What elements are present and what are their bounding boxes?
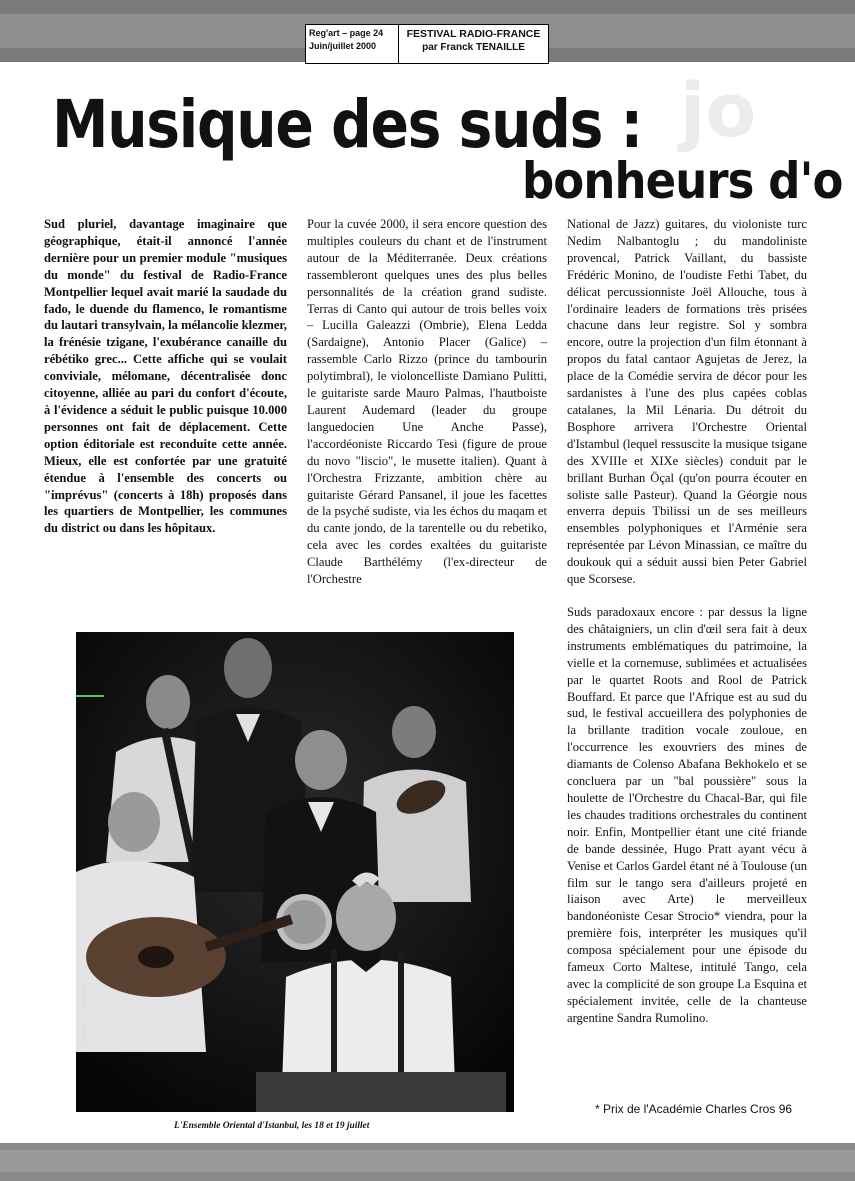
column-3-top	[567, 216, 807, 588]
lead-paragraph	[44, 216, 287, 537]
masthead-date: Juin/juillet 2000	[309, 41, 377, 51]
photo-caption: L'Ensemble Oriental d'Istanbul, les 18 et 19 juillet	[174, 1121, 370, 1131]
ensemble-photo-illustration	[76, 632, 514, 1112]
footnote: * Prix de l'Académie Charles Cros 96	[595, 1102, 793, 1116]
bottom-gray-stripe	[0, 1150, 855, 1172]
svg-text:jo: jo	[680, 68, 757, 154]
headline-line-2: bonheurs d'o	[522, 152, 843, 210]
masthead-byline: par Franck TENAILLE	[422, 42, 525, 53]
column-2	[307, 216, 547, 588]
masthead-section	[399, 25, 548, 63]
masthead-box	[305, 24, 549, 64]
masthead-page: Reg'art – page 24	[309, 28, 384, 38]
column-3-text: National de Jazz) guitares, du violoniste turc Nedim Nalbantoglu ; du mandoliniste provencal, Patrick Vaillant, du bassiste Frédéric Monino, de l'oudiste Fethi Tabet, du délicat percussionniste Joël Allouche, tous à l'ordinaire leaders de formations très prisées chacune dans leur registre. Sol y sombra encore, outre la projection d'un film étonnant à propos du fatal cantaor Agujetas de Jerez, la place de la Comédie servira de décor pour les sardanistes à l'une des plus capées coblas catalanes, la Mil Lénaria. Du détroit du Bosphore arrivera l'Orchestre Oriental d'Istambul (lequel ressuscite la musique tsigane des XVIIIe et XIXe siècles) conduit par le brillant Burhan Öçal (qu'on pourra écouter en soliste salle Pasteur). Quand la Géorgie nous enverra depuis Tbilissi un de ses meilleurs ensembles polyphoniques et l'Arménie sera représentée par Lévon Minassian, ce maître du doukouk qui a séduit aussi bien Peter Gabriel que Scorsese.	[567, 217, 807, 587]
margin-mark	[76, 695, 104, 697]
column-3b-text: Suds paradoxaux encore : par dessus la ligne des châtaigniers, un clin d'œil sera fait à deux instruments emblématiques du patrimoine, la vielle et la cornemuse, sublimées et actualisées par le quartet Roots and Rool de Patrick Bouffard. Et parce que l'Afrique est au sud du sud, le festival accueillera des polyphonies de la brillante tradition vocale zouloue, en l'occurrence les exouvriers des mines de diamants de Colenso Abafana Bekhokelo et se concluera par un "bal poussière" sous la houlette de l'Orchestre du Chacal-Bar, qui file les chaudes traditions orchestrales du continent noir. Enfin, Montpellier étant une cité friande de bande dessinée, Hugo Pratt ayant vécu à Venise et Carlos Gardel étant né à Toulouse (un film sur le tango sera d'ailleurs projeté en liaison avec Arte) le merveilleux bandonéoniste Cesar Strocio* viendra, pour la première fois, interpréter les musiques qu'il composa spécialement pour une épisode du fameux Corto Maltese, intitulé Tango, cela avec la complicité de son groupe La Esquina et spécialement invitée, celle de la chanteuse argentine Sandra Rumolino.	[567, 605, 807, 1025]
column-2-text: Pour la cuvée 2000, il sera encore question des multiples couleurs du chant et de l'instrument autour de la Méditerranée. Deux créations rassembleront quelques unes des plus belles personnalités de la création grand sudiste. Terras di Canto qui autour de trois belles voix – Lucilla Galeazzi (Ombrie), Elena Ledda (Sardaigne), Antonio Placer (Galice) – rassemble Carlo Rizzo (prince du tambourin polytimbral), le violoncelliste Damiano Pulitti, le guitariste sarde Mauro Palmas, l'hautboiste Laurent Audemard (leader du groupe languedocien Une Anche Passe), l'accordéoniste Riccardo Tesi (figure de proue du novo "liscio", le musette italien). Quant à l'Orchestra Frizzante, ambition chère au guitariste Gérard Pansanel, il joue les facettes de la psyché sudiste, via les échos du maqam et du cante jondo, de la tarentelle ou du rebetiko, cela avec les cordes exaltées du guitariste Claude Barthélémy (l'ex-directeur de l'Orchestre	[307, 217, 547, 587]
photo-credit: Photo : K. Weddig	[80, 981, 89, 1046]
ensemble-photo	[76, 632, 514, 1112]
column-3-bottom	[567, 604, 807, 1027]
headline-line-1: Musique des suds :	[52, 86, 642, 163]
masthead-section-title: FESTIVAL RADIO-FRANCE	[406, 28, 541, 40]
masthead-issue	[306, 25, 399, 63]
lead-text: Sud pluriel, davantage imaginaire que géographique, était-il annoncé l'année dernière pour un premier module "musiques du monde" du festival de Radio-France Montpellier lequel avait marié la saudade du fado, le duende du flamenco, le romantisme du lautari transylvain, la mélancolie klezmer, la frénésie tzigane, l'exubérance canaille du rébétiko grec... Cette affiche qui se voulait conviviale, mélomane, décentralisée donc citoyenne, alliée au pari du confort d'écoute, à l'évidence a séduit le public puisque 10.000 personnes ont fait de déplacement. Cette option éditoriale est reconduite cette année. Mieux, elle est confortée par une gratuité étendue à l'ensemble des concerts ou "imprévus" (concerts à 18h) proposés dans les quartiers de Montpellier, les communes du district ou dans les hôpitaux.	[44, 217, 287, 536]
